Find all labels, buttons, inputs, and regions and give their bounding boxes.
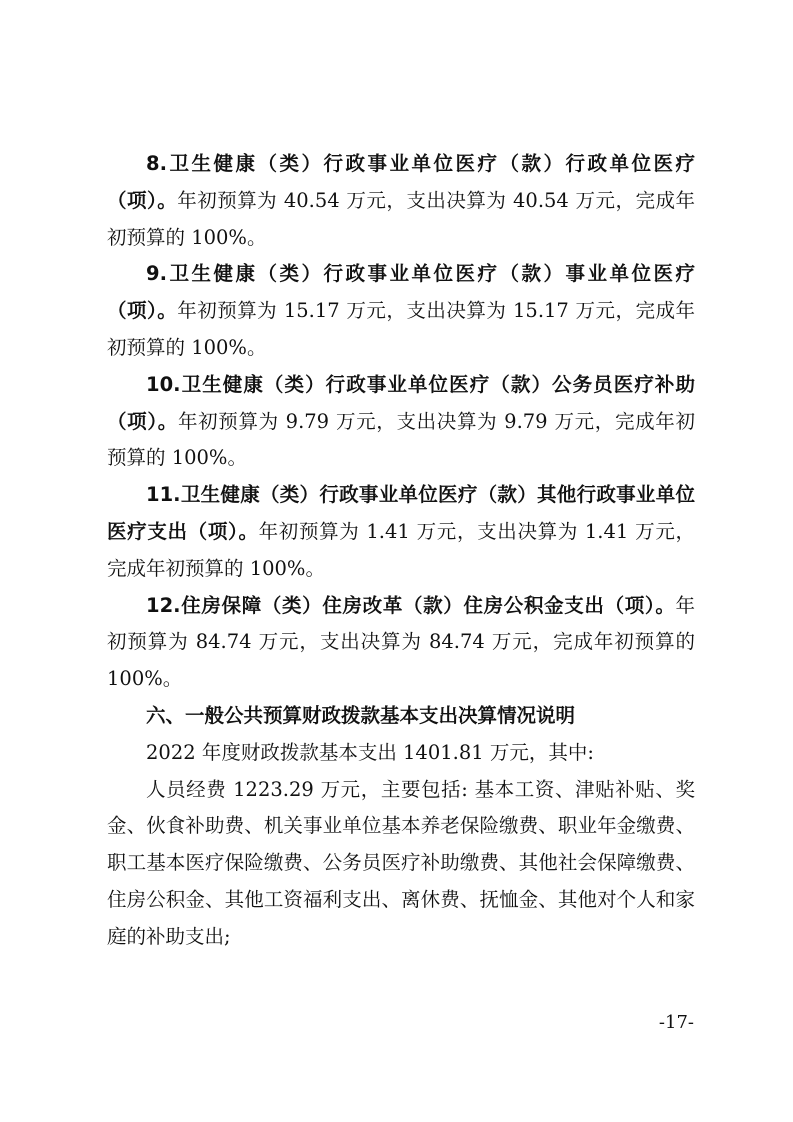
item-text: 年初预算为 9.79 万元，支出决算为 9.79 万元，完成年初预算的 100%。 [107, 409, 695, 470]
item-heading: 8.卫生健康（类）行政事业单位医疗（款）行政单位医疗（项）。 [107, 152, 695, 212]
item-heading: 9.卫生健康（类）行政事业单位医疗（款）事业单位医疗（项）。 [107, 262, 695, 323]
page-number: -17- [658, 1012, 694, 1033]
paragraph-item-11 [107, 477, 695, 587]
paragraph-item-12 [107, 588, 695, 698]
item-heading: 12.住房保障（类）住房改革（款）住房公积金支出（项）。 [146, 593, 676, 617]
item-text: 年初预算为 40.54 万元，支出决算为 40.54 万元，完成年初预算的 100%。 [107, 188, 695, 249]
paragraph-item-10 [107, 367, 695, 477]
section-heading: 六、一般公共预算财政拨款基本支出决算情况说明 [146, 703, 576, 727]
personnel-expense-paragraph: 人员经费 1223.29 万元，主要包括: 基本工资、津贴补贴、奖金、伙食补助费、机关事业单位基本养老保险缴费、职业年金缴费、职工基本医疗保险缴费、公务员医疗补助缴费、其他社会保障缴费、住房公积金、其他工资福利支出、离休费、抚恤金、其他对个人和家庭的补助支出; [107, 777, 695, 948]
item-text: 年初预算为 15.17 万元，支出决算为 15.17 万元，完成年初预算的 100%。 [107, 299, 695, 359]
item-text: 年初预算为 84.74 万元，支出决算为 84.74 万元，完成年初预算的 100%。 [107, 593, 695, 691]
item-text: 年初预算为 1.41 万元，支出决算为 1.41 万元，完成年初预算的 100%。 [107, 519, 695, 580]
paragraph-item-9 [107, 256, 695, 366]
page-content [107, 146, 695, 956]
summary-paragraph: 2022 年度财政拨款基本支出 1401.81 万元，其中: [146, 740, 594, 764]
item-heading: 11.卫生健康（类）行政事业单位医疗（款）其他行政事业单位医疗支出（项）。 [107, 483, 695, 543]
paragraph-item-8 [107, 146, 695, 256]
item-heading: 10.卫生健康（类）行政事业单位医疗（款）公务员医疗补助（项）。 [107, 372, 695, 433]
